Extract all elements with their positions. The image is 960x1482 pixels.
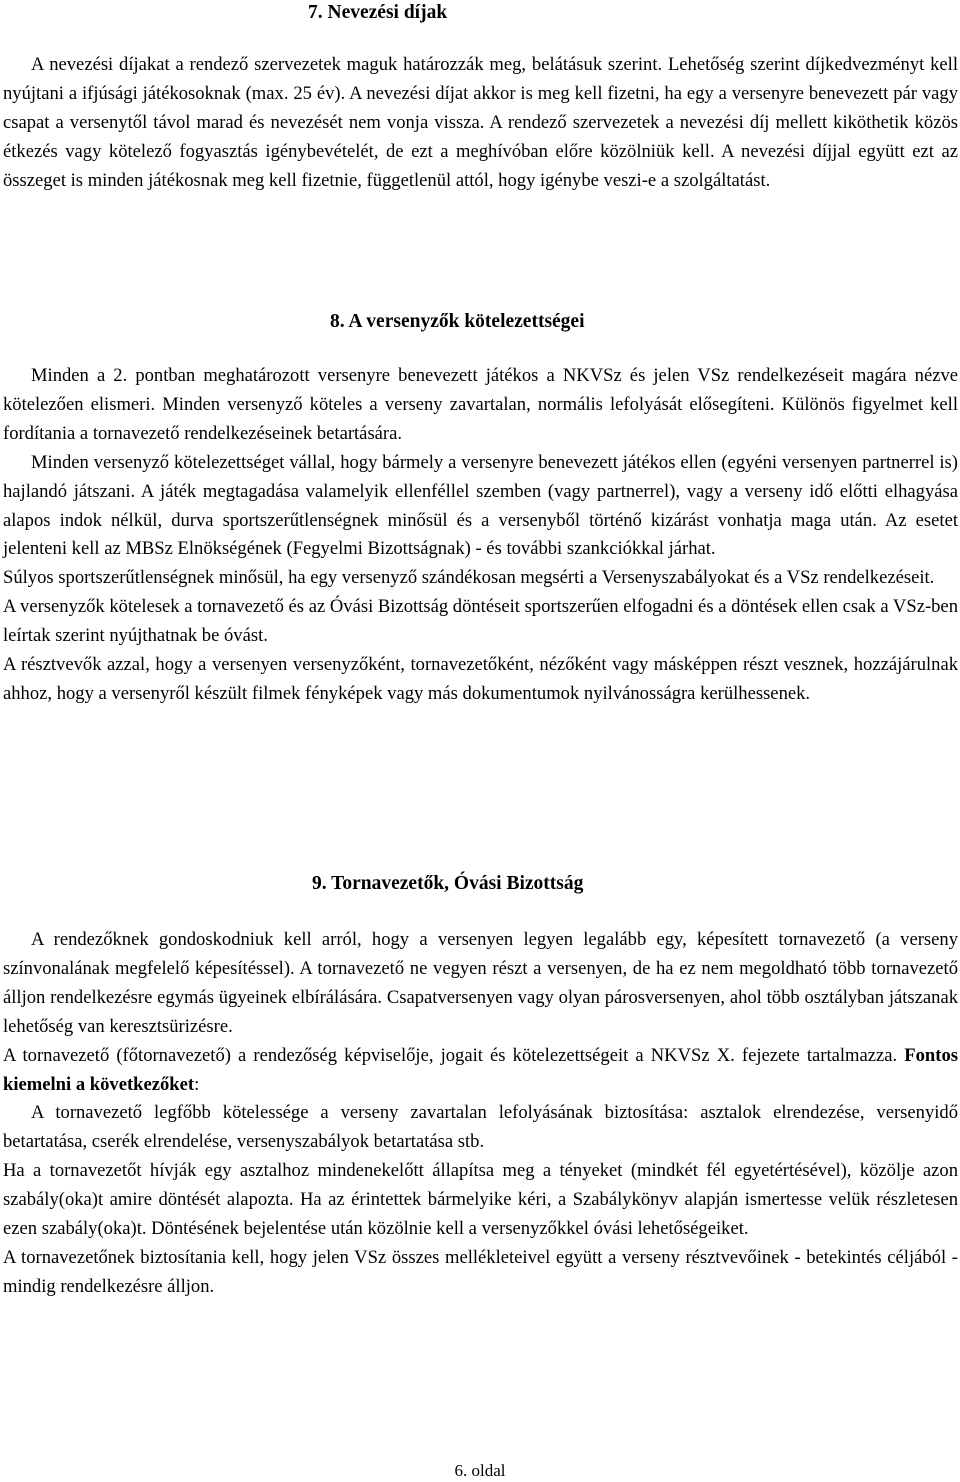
section-7-body (3, 51, 958, 196)
section-9-paragraph-1: A rendezőknek gondoskodniuk kell arról, hogy a versenyen legyen legalább egy, képesített tornavezető (a verseny színvonalának megfelelő képesítéssel). A tornavezető ne vegyen részt a versenyen, de ha ez nem megoldható több tornavezető álljon rendelkezésre egymás ügyeinek elbírálására. Csapatversenyen vagy olyan párosversenyen, ahol több osztályban játszanak lehetőség van keresztsürizésre. (3, 929, 958, 1037)
section-heading-7: 7. Nevezési díjak (308, 2, 448, 23)
section-8-body (3, 362, 958, 709)
section-heading-9: 9. Tornavezetők, Óvási Bizottság (312, 873, 584, 894)
section-9-paragraph-5: A tornavezetőnek biztosítania kell, hogy jelen VSz összes mellékleteivel együtt a verseny résztvevőinek - betekintés céljából - mindig rendelkezésre álljon. (3, 1246, 958, 1297)
section-9-body (3, 926, 958, 1302)
section-9-paragraph-4: Ha a tornavezetőt hívják egy asztalhoz mindenekelőtt állapítsa meg a tényeket (mindkét fél egyetértésével), közölje azon szabály(oka)t amire döntését alapozta. Ha az érintettek bármelyike kéri, a Szabálykönyv alapján ismertesse velük részletesen ezen szabály(oka)t. Döntésének bejelentése után közölnie kell a versenyzőkkel óvási lehetőségeiket. (3, 1160, 958, 1240)
section-8-paragraph-4: A versenyzők kötelesek a tornavezető és az Óvási Bizottság döntéseit sportszerűen elfogadni és a döntések ellen csak a VSz-ben leírtak szerint nyújthatnak be óvást. (3, 596, 958, 647)
section-9-paragraph-3: A tornavezető legfőbb kötelessége a verseny zavartalan lefolyásának biztosítása: asztalok elrendezése, versenyidő betartatása, cserék elrendelése, versenyszabályok betartatása stb. (3, 1102, 958, 1153)
section-9-paragraph-2 (3, 1042, 958, 1100)
section-8-paragraph-1: Minden a 2. pontban meghatározott versenyre benevezett játékos a NKVSz és jelen VSz rendelkezéseit magára nézve kötelezően elismeri. Minden versenyző köteles a verseny zavartalan, normális lefolyását elősegíteni. Különös figyelmet kell fordítania a tornavezető rendelkezéseinek betartására. (3, 365, 958, 444)
section-heading-8: 8. A versenyzők kötelezettségei (330, 311, 585, 332)
section-9-emphasis: Fontos kiemelni a következőket (3, 1044, 959, 1095)
section-9-paragraph-2-text: A tornavezető (főtornavezető) a rendezőség képviselője, jogait és kötelezettségeit a NKVSz X. fejezete tartalmazza. (3, 1044, 898, 1066)
section-8-paragraph-2: Minden versenyző kötelezettséget vállal, hogy bármely a versenyre benevezett játékos ellen (egyéni versenyen partnerrel is) hajlandó játszani. A játék megtagadása valamelyik ellenféllel szemben (vagy partnerrel), vagy a verseny idő előtti elhagyása alapos indok nélkül, durva sportszerűtlenségnek minősül és a versenyből történő kizárást vonhatja maga után. Az esetet jelenteni kell az MBSz Elnökségének (Fegyelmi Bizottságnak) - és további szankciókkal járhat. (3, 451, 958, 560)
page-number: 6. oldal (454, 1461, 506, 1480)
section-7-paragraph: A nevezési díjakat a rendező szervezetek maguk határozzák meg, belátásuk szerint. Lehetőség szerint díjkedvezményt kell nyújtani a ifjúsági játékosoknak (max. 25 év). A nevezési díjat akkor is meg kell fizetni, ha egy a versenyre benevezett pár vagy csapat a versenytől távol marad és nevezését nem vonja vissza. A rendező szervezetek a nevezési díj mellett kiköthetik közös étkezés vagy kötelező fogyasztás igénybevételét, de ezt a meghívóban előre közölniük kell. A nevezési díjjal együtt ezt az összeget is minden játékosnak meg kell fizetnie, függetlenül attól, hogy igénybe veszi-e a szolgáltatást. (3, 54, 958, 191)
section-8-paragraph-5: A résztvevők azzal, hogy a versenyen versenyzőként, tornavezetőként, nézőként vagy másképpen részt vesznek, hozzájárulnak ahhoz, hogy a versenyről készült filmek fényképek vagy más dokumentumok nyilvánosságra kerülhessenek. (3, 654, 958, 704)
section-9-colon: : (194, 1073, 200, 1095)
section-8-paragraph-3: Súlyos sportszerűtlenségnek minősül, ha egy versenyző szándékosan megsérti a Versenyszabályokat és a VSz rendelkezéseit. (3, 567, 935, 589)
